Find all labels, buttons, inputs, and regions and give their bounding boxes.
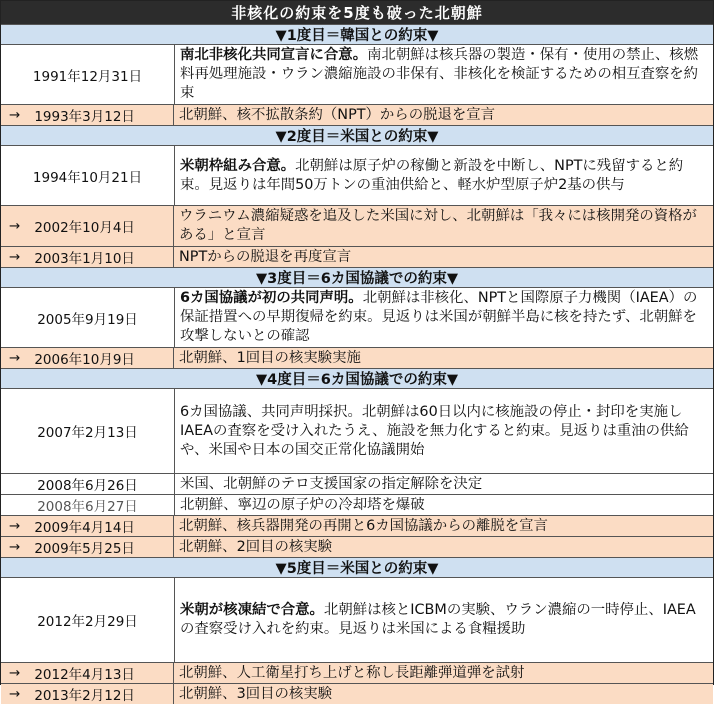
event-text: 北朝鮮、2回目の核実験 (179, 538, 333, 555)
arrow-right-icon: → (9, 350, 21, 366)
date-cell (1, 684, 174, 704)
date-cell (1, 516, 174, 536)
event-cell (175, 474, 713, 494)
event-text: 北朝鮮、寧辺の原子炉の冷却塔を爆破 (180, 496, 425, 513)
event-cell (175, 495, 713, 515)
arrow-right-icon: → (9, 249, 21, 265)
event-text: 北朝鮮、核不拡散条約（NPT）からの脱退を宣言 (179, 106, 496, 123)
event-cell (175, 288, 713, 347)
event-text: 6カ国協議、共同声明採択。北朝鮮は60日以内に核施設の停止・封印を実施しIAEAの査察を受け入れたうえ、施設を無力化すると約束。見返りは重油の供給や、米国や日本の国交正常化協議開始 (180, 403, 689, 458)
event-cell (175, 578, 713, 662)
event-cell (175, 389, 713, 473)
event-text: NPTからの脱退を再度宣言 (179, 248, 352, 265)
arrow-right-icon: → (9, 539, 21, 555)
event-lead: 6カ国協議が初の共同声明。 (180, 290, 363, 306)
arrow-right-icon: → (9, 107, 21, 123)
event-lead: 南北非核化共同宣言に合意。 (180, 47, 368, 63)
event-lead: 米朝が核凍結で合意。 (180, 602, 324, 618)
arrow-right-icon: → (9, 518, 21, 534)
event-text: 北朝鮮は非核化、NPTと国際原子力機関（IAEA）の保証措置への早期復帰を約束。見返りは米国が朝鮮半島に核を持たず、北朝鮮を攻撃しないとの確認 (180, 290, 698, 344)
table-row (1, 388, 713, 473)
date-cell (1, 537, 174, 557)
event-text: 南北朝鮮は核兵器の製造・保有・使用の禁止、核燃料再処理施設・ウラン濃縮施設の非保有、非核化を検証するための相互査察を約束 (180, 47, 699, 101)
date-cell (1, 663, 174, 683)
table-row (1, 473, 713, 494)
event-cell (175, 45, 713, 104)
table-row (1, 246, 713, 267)
section-heading: ▼4度目＝6カ国協議での約束▼ (1, 368, 713, 388)
arrow-right-icon: → (9, 218, 21, 234)
event-text: 北朝鮮、1回目の核実験実施 (179, 349, 361, 366)
date-cell (1, 247, 174, 267)
event-lead: 米朝枠組み合意。 (180, 157, 296, 174)
arrow-right-icon: → (9, 665, 21, 681)
event-text: 北朝鮮は核とICBMの実験、ウラン濃縮の一時停止、IAEAの査察受け入れを約束。見返りは米国による食糧援助 (180, 602, 696, 637)
table-row (1, 205, 713, 246)
date-text: 2003年1月10日 (34, 251, 135, 267)
event-cell (174, 105, 713, 125)
event-cell (174, 663, 713, 683)
date-text: 1991年12月31日 (32, 68, 143, 85)
date-cell (1, 495, 175, 515)
event-cell (174, 537, 713, 557)
section-heading: ▼5度目＝米国との約束▼ (1, 557, 713, 577)
date-cell (1, 288, 175, 347)
table-row (1, 145, 713, 205)
date-text: 2007年2月13日 (37, 425, 138, 441)
date-text: 2009年5月25日 (34, 541, 135, 557)
event-cell (175, 146, 713, 205)
table-row (1, 536, 713, 557)
section-heading: ▼2度目＝米国との約束▼ (1, 125, 713, 145)
date-text: 2009年4月14日 (34, 520, 135, 536)
date-cell (1, 206, 174, 246)
table-row (1, 44, 713, 104)
date-text: 2008年6月26日 (37, 478, 138, 494)
table-row (1, 683, 713, 704)
date-cell (1, 474, 175, 494)
event-cell (174, 348, 713, 368)
event-cell (174, 516, 713, 536)
event-text: 北朝鮮は原子炉の稼働と新設を中断し、NPTに残留すると約束。見返りは年間50万トンの重油供給と、軽水炉型原子炉2基の供与 (180, 157, 684, 193)
date-text: 1993年3月12日 (34, 109, 135, 125)
table-row (1, 515, 713, 536)
date-text: 2002年10月4日 (34, 220, 135, 236)
date-text: 2013年2月12日 (34, 688, 135, 704)
date-text: 1994年10月21日 (32, 169, 143, 186)
date-cell (1, 389, 175, 473)
table-row (1, 662, 713, 683)
event-cell (174, 206, 713, 246)
table-row (1, 287, 713, 347)
section-heading: ▼3度目＝6カ国協議での約束▼ (1, 267, 713, 287)
date-cell (1, 146, 175, 205)
section-heading: ▼1度目＝韓国との約束▼ (1, 24, 713, 44)
event-text: 北朝鮮、3回目の核実験 (179, 685, 333, 702)
date-text: 2006年10月9日 (34, 352, 135, 368)
date-cell (1, 45, 175, 104)
event-text: 米国、北朝鮮のテロ支援国家の指定解除を決定 (180, 475, 483, 492)
table-row (1, 347, 713, 368)
date-cell (1, 105, 174, 125)
event-cell (174, 247, 713, 267)
event-text: 北朝鮮、核兵器開発の再開と6カ国協議からの離脱を宣言 (179, 517, 548, 534)
date-cell (1, 578, 175, 662)
table-row (1, 104, 713, 125)
date-text: 2012年4月13日 (34, 667, 135, 683)
table-row (1, 494, 713, 515)
date-text: 2005年9月19日 (37, 311, 138, 328)
date-text: 2012年2月29日 (37, 614, 138, 630)
table-row (1, 577, 713, 662)
table-body (1, 24, 713, 704)
arrow-right-icon: → (9, 686, 21, 702)
table-title: 非核化の約束を5度も破った北朝鮮 (1, 1, 713, 24)
date-text: 2008年6月27日 (37, 499, 138, 515)
date-cell (1, 348, 174, 368)
event-text: ウラニウム濃縮疑惑を追及した米国に対し、北朝鮮は「我々には核開発の資格がある」と宣言 (179, 208, 697, 243)
event-text: 北朝鮮、人工衛星打ち上げと称し長距離弾道弾を試射 (179, 664, 525, 681)
event-cell (174, 684, 713, 704)
